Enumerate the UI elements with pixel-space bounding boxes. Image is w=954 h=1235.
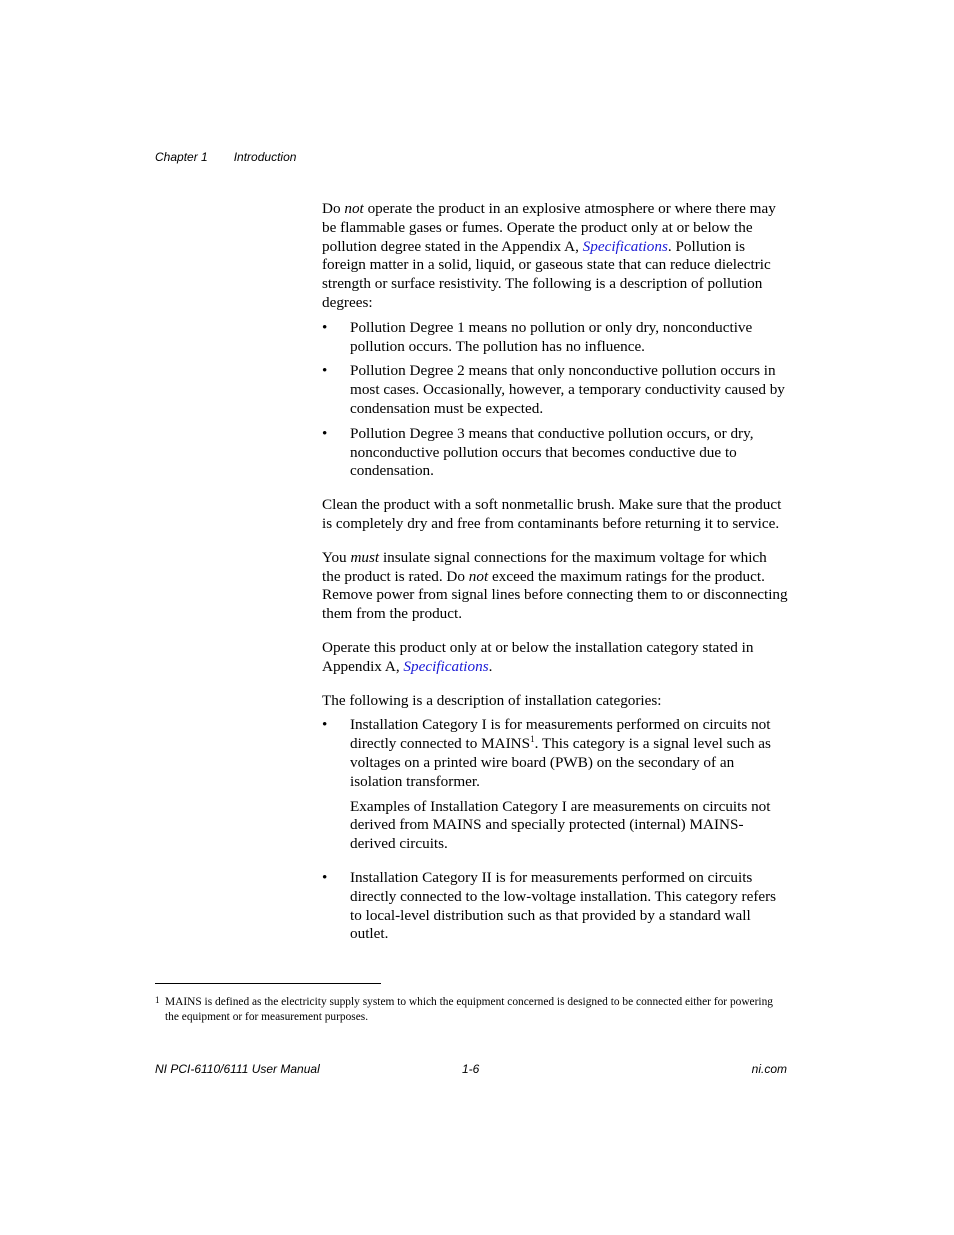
list-item-text: Pollution Degree 2 means that only nonconductive pollution occurs in most cases. Occasionally, however, a temporary conductivity caused by condensation must be expected.: [350, 362, 785, 417]
footnote-text: MAINS is defined as the electricity supply system to which the equipment concerned is designed to be connected either for powering the equipment or for measurement purposes.: [165, 996, 773, 1023]
chapter-title: Introduction: [233, 150, 297, 164]
footnote: [155, 995, 785, 1024]
text-run: .: [488, 657, 493, 675]
bullet: •: [322, 318, 328, 336]
footnote-number: 1: [155, 995, 160, 1005]
list-item-text: Pollution Degree 1 means no pollution or only dry, nonconductive pollution occurs. The pollution has no influence.: [350, 318, 753, 355]
pollution-degree-list: [322, 319, 788, 481]
text-run: Do: [322, 200, 345, 217]
list-item-text: Pollution Degree 3 means that conductive pollution occurs, or dry, nonconductive pollution occurs that becomes conductive due to condensation.: [350, 424, 754, 480]
cleaning-paragraph: Clean the product with a soft nonmetallic brush. Make sure that the product is completely dry and free from contaminants before returning it to service.: [322, 496, 782, 532]
body-text: [322, 200, 788, 959]
text-run: operate the product in an explosive atmosphere or where there may be flammable gases or fumes. Operate the product only at or below the pollution degree stated in the Appendix A,: [322, 200, 776, 255]
specifications-link[interactable]: Specifications: [403, 657, 489, 675]
list-item: [322, 362, 788, 418]
list-item: [322, 716, 788, 854]
chapter-label: Chapter 1: [155, 150, 208, 164]
installation-category-paragraph: [322, 639, 788, 677]
emphasis: must: [350, 548, 380, 566]
footnote-rule: [155, 983, 381, 984]
specifications-link[interactable]: Specifications: [582, 237, 668, 255]
footnote-ref: 1: [530, 734, 535, 745]
text-run: You: [322, 548, 351, 566]
text-run: Operate this product only at or below the installation category stated in Appendix A,: [322, 638, 754, 675]
running-header: [155, 150, 296, 164]
bullet: •: [322, 424, 328, 442]
manual-title: NI PCI-6110/6111 User Manual: [155, 1062, 320, 1076]
list-item-text: Installation Category I is for measurements performed on circuits not directly connected to MAINS: [350, 716, 771, 753]
list-item-text: . This category is a signal level such as voltages on a printed wire board (PWB) on the secondary of an isolation transformer.: [350, 735, 771, 790]
text-run: exceed the maximum ratings for the product. Remove power from signal lines before connecting them to or disconnecting them from the product.: [322, 567, 788, 623]
installation-intro-paragraph: The following is a description of installation categories:: [322, 691, 662, 709]
bullet: •: [322, 868, 328, 886]
website-link[interactable]: ni.com: [751, 1062, 787, 1076]
insulation-paragraph: [322, 549, 788, 624]
bullet: •: [322, 716, 328, 734]
text-run: insulate signal connections for the maximum voltage for which the product is rated. Do: [322, 548, 767, 585]
list-item-text: Installation Category II is for measurements performed on circuits directly connected to the low-voltage installation. This category refers to local-level distribution such as that provided by a standard wall outlet.: [350, 868, 777, 943]
pollution-intro-paragraph: [322, 200, 788, 313]
bullet: •: [322, 362, 328, 380]
page-number: 1-6: [462, 1062, 480, 1076]
text-run: . Pollution is foreign matter in a solid, liquid, or gaseous state that can reduce dielectric strength or surface resistivity. The following is a description of pollution degrees:: [322, 237, 771, 311]
list-item: [322, 869, 788, 944]
emphasis: not: [344, 200, 364, 217]
list-item: [322, 319, 788, 357]
list-item: [322, 425, 788, 481]
list-item-subparagraph: Examples of Installation Category I are measurements on circuits not derived from MAINS and specially protected (internal) MAINS-derived circuits.: [350, 797, 771, 853]
emphasis: not: [468, 567, 489, 585]
installation-category-list: [322, 716, 788, 944]
